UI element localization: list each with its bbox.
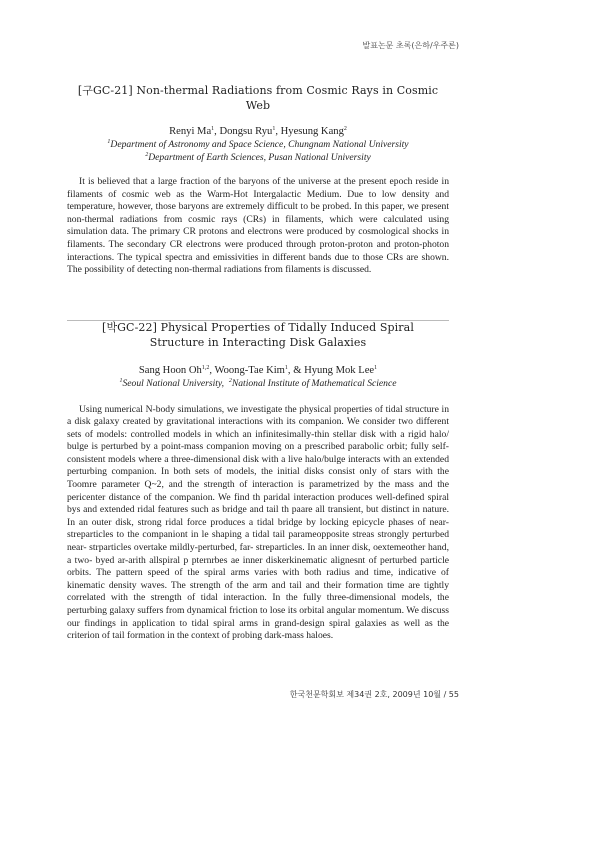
affiliation	[67, 378, 449, 391]
author-list: Sang Hoon Oh$^{1,2}$, Woong-Tae Kim$^1$, & Hyung Mok Lee$^1$	[138, 365, 378, 376]
abstract-title: [구GC-21] Non-thermal Radiations from Cosmic Rays in Cosmic Web	[77, 84, 439, 112]
abstract-body: Using numerical N-body simulations, we investigate the physical properties of tidal structure in a disk galaxy created by gravitational interactions with its companion. We consider two different sets of models: controlled models in which an infinitesimally-thin stellar disk with a rigid halo/ bulge is perturbed by a point-mass companion moving on a prescribed parabolic orbit; fully self-consistent models where a three-dimensional disk with a live halo/bulge interacts with an extended perturbing companion. In both sets of models, the initial disks consist only of stars with the Toomre parameter Q~2, and the strength of interaction is parametrized by the mass and the pericenter distance of the companion. We find th paridal interaction produces well-defined spiral bys and extended ridal features such as bridge and tail th paare all transient, but distinct in nature. In an outer disk, strong ridal force produces a tidal bridge by locking epicycle phases of near-streparticles to the companiont in le shaping a tidal tail parameopposite streas strongly perturbed near- strparticles overtake mildly-perturbed, far- streparticles. In an inner disk, oextemeother hand, a two- byed ar-arith allspiral p pternrbes ae inner diskerkinematic alignesnt of perturbed particle orbits. The pattern speed of the spiral arms varies with both radius and time, indicative of kinematic density waves. The strength of the arm and tail and their formation time are tightly correlated with the strength of tidal interaction. In the fully three-dimensional models, the perturbing galaxy suffers from dynamical friction to lose its orbital angular momentum. We discuss our findings in application to tidal spiral arms in grand-design spiral galaxies as well as the criterion of tail formation in the context of probing dark-mass haloes.	[67, 403, 449, 642]
author-affil-mark: 1	[272, 126, 276, 132]
affil-mark: 2	[145, 151, 149, 158]
abstract-title: [박GC-22] Physical Properties of Tidally Induced Spiral Structure in Interacting Disk Galaxies	[102, 321, 414, 349]
author-name: Sang Hoon Oh	[138, 365, 202, 376]
author-name: Hyung Mok Lee	[304, 365, 375, 376]
affiliation-text: Department of Astronomy and Space Science, Chungnam National University	[110, 139, 409, 150]
author-name: Renyi Ma	[169, 126, 212, 137]
abstract-gc22	[67, 320, 449, 652]
author-list: Renyi Ma$^1$, Dongsu Ryu$^1$, Hyesung Kang$^2$	[169, 126, 347, 137]
affil-mark: 2	[228, 378, 232, 384]
abstract-gc21	[67, 83, 449, 286]
affil-mark: 1	[107, 139, 111, 145]
affiliation-text: Seoul National University,	[122, 378, 225, 389]
affiliation	[67, 152, 449, 165]
running-head: 발표논문 초록(은하/우주론)	[362, 41, 459, 50]
author-affil-mark: 1	[284, 365, 288, 371]
author-name: Dongsu Ryu	[219, 126, 273, 137]
affiliation-text: Department of Earth Sciences, Pusan National University	[148, 151, 371, 163]
author-name: Hyesung Kang	[280, 126, 344, 137]
author-affil-mark: 1	[374, 365, 378, 371]
abstract-body: It is believed that a large fraction of the baryons of the universe at the present epoch reside in filaments of cosmic web as the Warm-Hot Intergalactic Medium. Due to low density and temperature, however, those baryons are extremely difficult to be probed. In this paper, we present non-thermal radiations from cosmic rays (CRs) in filaments, which were calculated using simulation data. The primary CR protons and electrons were produced by cosmological shocks in filaments. The secondary CR electrons were produced through proton-proton and proton-photon interactions. The typical spectra and emissivities in different bands due to those CRs are shown. The possibility of detecting non-thermal radiations from filaments is discussed.	[67, 176, 449, 276]
author-name: Woong-Tae Kim	[214, 365, 285, 376]
author-affil-mark: 1	[211, 126, 215, 132]
author-affil-mark: 1,2	[201, 365, 210, 371]
affiliation-text: National Institute of Mathematical Science	[231, 378, 397, 389]
page-footer: 한국천문학회보 제34권 2호, 2009년 10월 / 55	[289, 690, 459, 699]
affil-mark: 1	[119, 378, 123, 384]
affiliation	[67, 139, 449, 152]
author-affil-mark: 2	[343, 126, 347, 132]
